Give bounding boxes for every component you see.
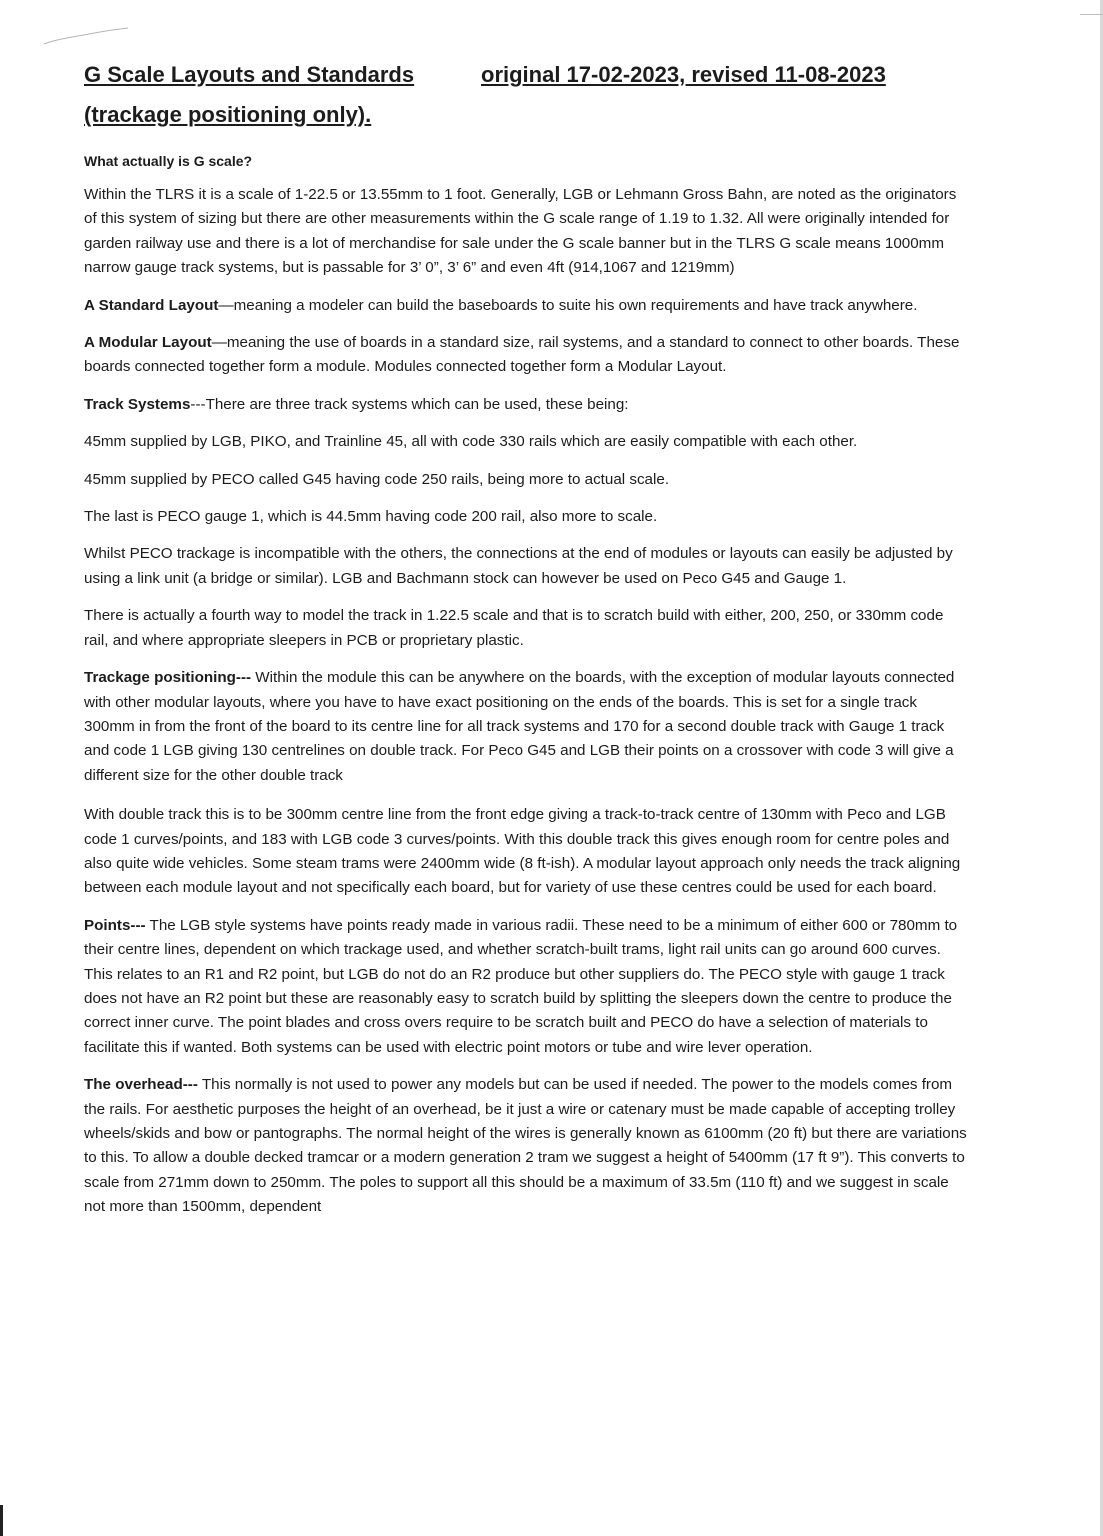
track-systems-heading: Track Systems <box>84 395 191 413</box>
title-row <box>84 60 970 90</box>
overhead-heading: The overhead--- <box>84 1076 198 1094</box>
standard-layout-heading: A Standard Layout <box>84 296 219 314</box>
paragraph-fourth-way: There is actually a fourth way to model the track in 1.22.5 scale and that is to scratch build with either, 200, 250, or 330mm code rail, and where appropriate sleepers in PCB or proprietary plastic. <box>84 607 944 649</box>
document-subtitle: (trackage positioning only). <box>84 102 372 127</box>
paragraph-points <box>84 914 970 1060</box>
points-heading: Points--- <box>84 916 146 934</box>
document-dates: original 17-02-2023, revised 11-08-2023 <box>481 62 886 87</box>
paragraph-track-system-3: The last is PECO gauge 1, which is 44.5mm having code 200 rail, also more to scale. <box>84 508 658 526</box>
document-page <box>84 60 970 1220</box>
track-systems-text: ---There are three track systems which can be used, these being: <box>190 395 629 413</box>
paragraph-standard-layout <box>84 294 970 318</box>
trackage-positioning-text: Within the module this can be anywhere on the boards, with the exception of modular layouts connected with other modular layouts, where you have to have exact positioning on the ends of the boards. This is set for a single track 300mm in from the front of the board to its centre line for all track systems and 170 for a second double track with Gauge 1 track and code 1 LGB giving 130 centrelines on double track. For Peco G45 and LGB their points on a crossover with code 3 will give a different size for the other double track <box>84 669 955 784</box>
standard-layout-text: —meaning a modeler can build the baseboards to suite his own requirements and have track anywhere. <box>218 296 918 314</box>
paragraph-track-system-1: 45mm supplied by LGB, PIKO, and Trainline 45, all with code 330 rails which are easily compatible with each other. <box>84 433 858 451</box>
trackage-positioning-heading: Trackage positioning--- <box>84 669 252 687</box>
modular-layout-text: —meaning the use of boards in a standard size, rail systems, and a standard to connect to other boards. These boards connected together form a module. Modules connected together form a Modular Layout. <box>84 334 960 376</box>
paragraph-track-system-2: 45mm supplied by PECO called G45 having code 250 rails, being more to actual scale. <box>84 470 670 488</box>
modular-layout-heading: A Modular Layout <box>84 334 212 352</box>
paragraph-intro: Within the TLRS it is a scale of 1-22.5 or 13.55mm to 1 foot. Generally, LGB or Lehmann Gross Bahn, are noted as the originators of this system of sizing but there are other measurements within the G scale range of 1.19 to 1.32. All were originally intended for garden railway use and there is a lot of merchandise for sale under the G scale banner but in the TLRS G scale means 1000mm narrow gauge track systems, but is passable for 3’ 0”, 3’ 6” and even 4ft (914,1067 and 1219mm) <box>84 186 957 277</box>
paragraph-trackage-positioning <box>84 666 970 788</box>
paragraph-whilst: Whilst PECO trackage is incompatible with the others, the connections at the end of modules or layouts can easily be adjusted by using a link unit (a bridge or similar). LGB and Bachmann stock can however be used on Peco G45 and Gauge 1. <box>84 545 953 587</box>
points-text: The LGB style systems have points ready made in various radii. These need to be a minimum of either 600 or 780mm to their centre lines, dependent on which trackage used, and whether scratch-built trams, light rail units can go around 600 curves. This relates to an R1 and R2 point, but LGB do not do an R2 produce but other suppliers do. The PECO style with gauge 1 track does not have an R2 point but these are reasonably easy to scratch build by splitting the sleepers down the centre to produce the correct inner curve. The point blades and cross overs require to be scratch built and PECO do have a selection of materials to facilitate this if wanted. Both systems can be used with electric point motors or tube and wire lever operation. <box>84 916 958 1056</box>
paragraph-overhead <box>84 1073 970 1219</box>
scan-smudge-mark <box>40 24 130 48</box>
overhead-text: This normally is not used to power any models but can be used if needed. The power to the models comes from the rails. For aesthetic purposes the height of an overhead, be it just a wire or catenary must be made capable of accepting trolley wheels/skids and bow or pantographs. The normal height of the wires is generally known as 6100mm (20 ft) but there are variations to this. To allow a double decked tramcar or a modern generation 2 tram we suggest a height of 5400mm (17 ft 9”). This converts to scale from 271mm down to 250mm. The poles to support all this should be a maximum of 33.5m (110 ft) and we suggest in scale not more than 1500mm, dependent <box>84 1076 967 1216</box>
section-question: What actually is G scale? <box>84 153 253 169</box>
scan-edge-left <box>0 1505 3 1536</box>
scan-edge-top <box>1080 0 1103 15</box>
document-title: G Scale Layouts and Standards <box>84 62 415 87</box>
paragraph-track-systems <box>84 393 970 417</box>
paragraph-modular-layout <box>84 331 970 380</box>
paragraph-double-track: With double track this is to be 300mm centre line from the front edge giving a track-to-track centre of 130mm with Peco and LGB code 1 curves/points, and 183 with LGB code 3 curves/points. With this double track this gives enough room for centre poles and also quite wide vehicles. Some steam trams were 2400mm wide (8 ft-ish). A modular layout approach only needs the track aligning between each module layout and not specifically each board, but for variety of use these centres could be used for each board. <box>84 806 961 897</box>
